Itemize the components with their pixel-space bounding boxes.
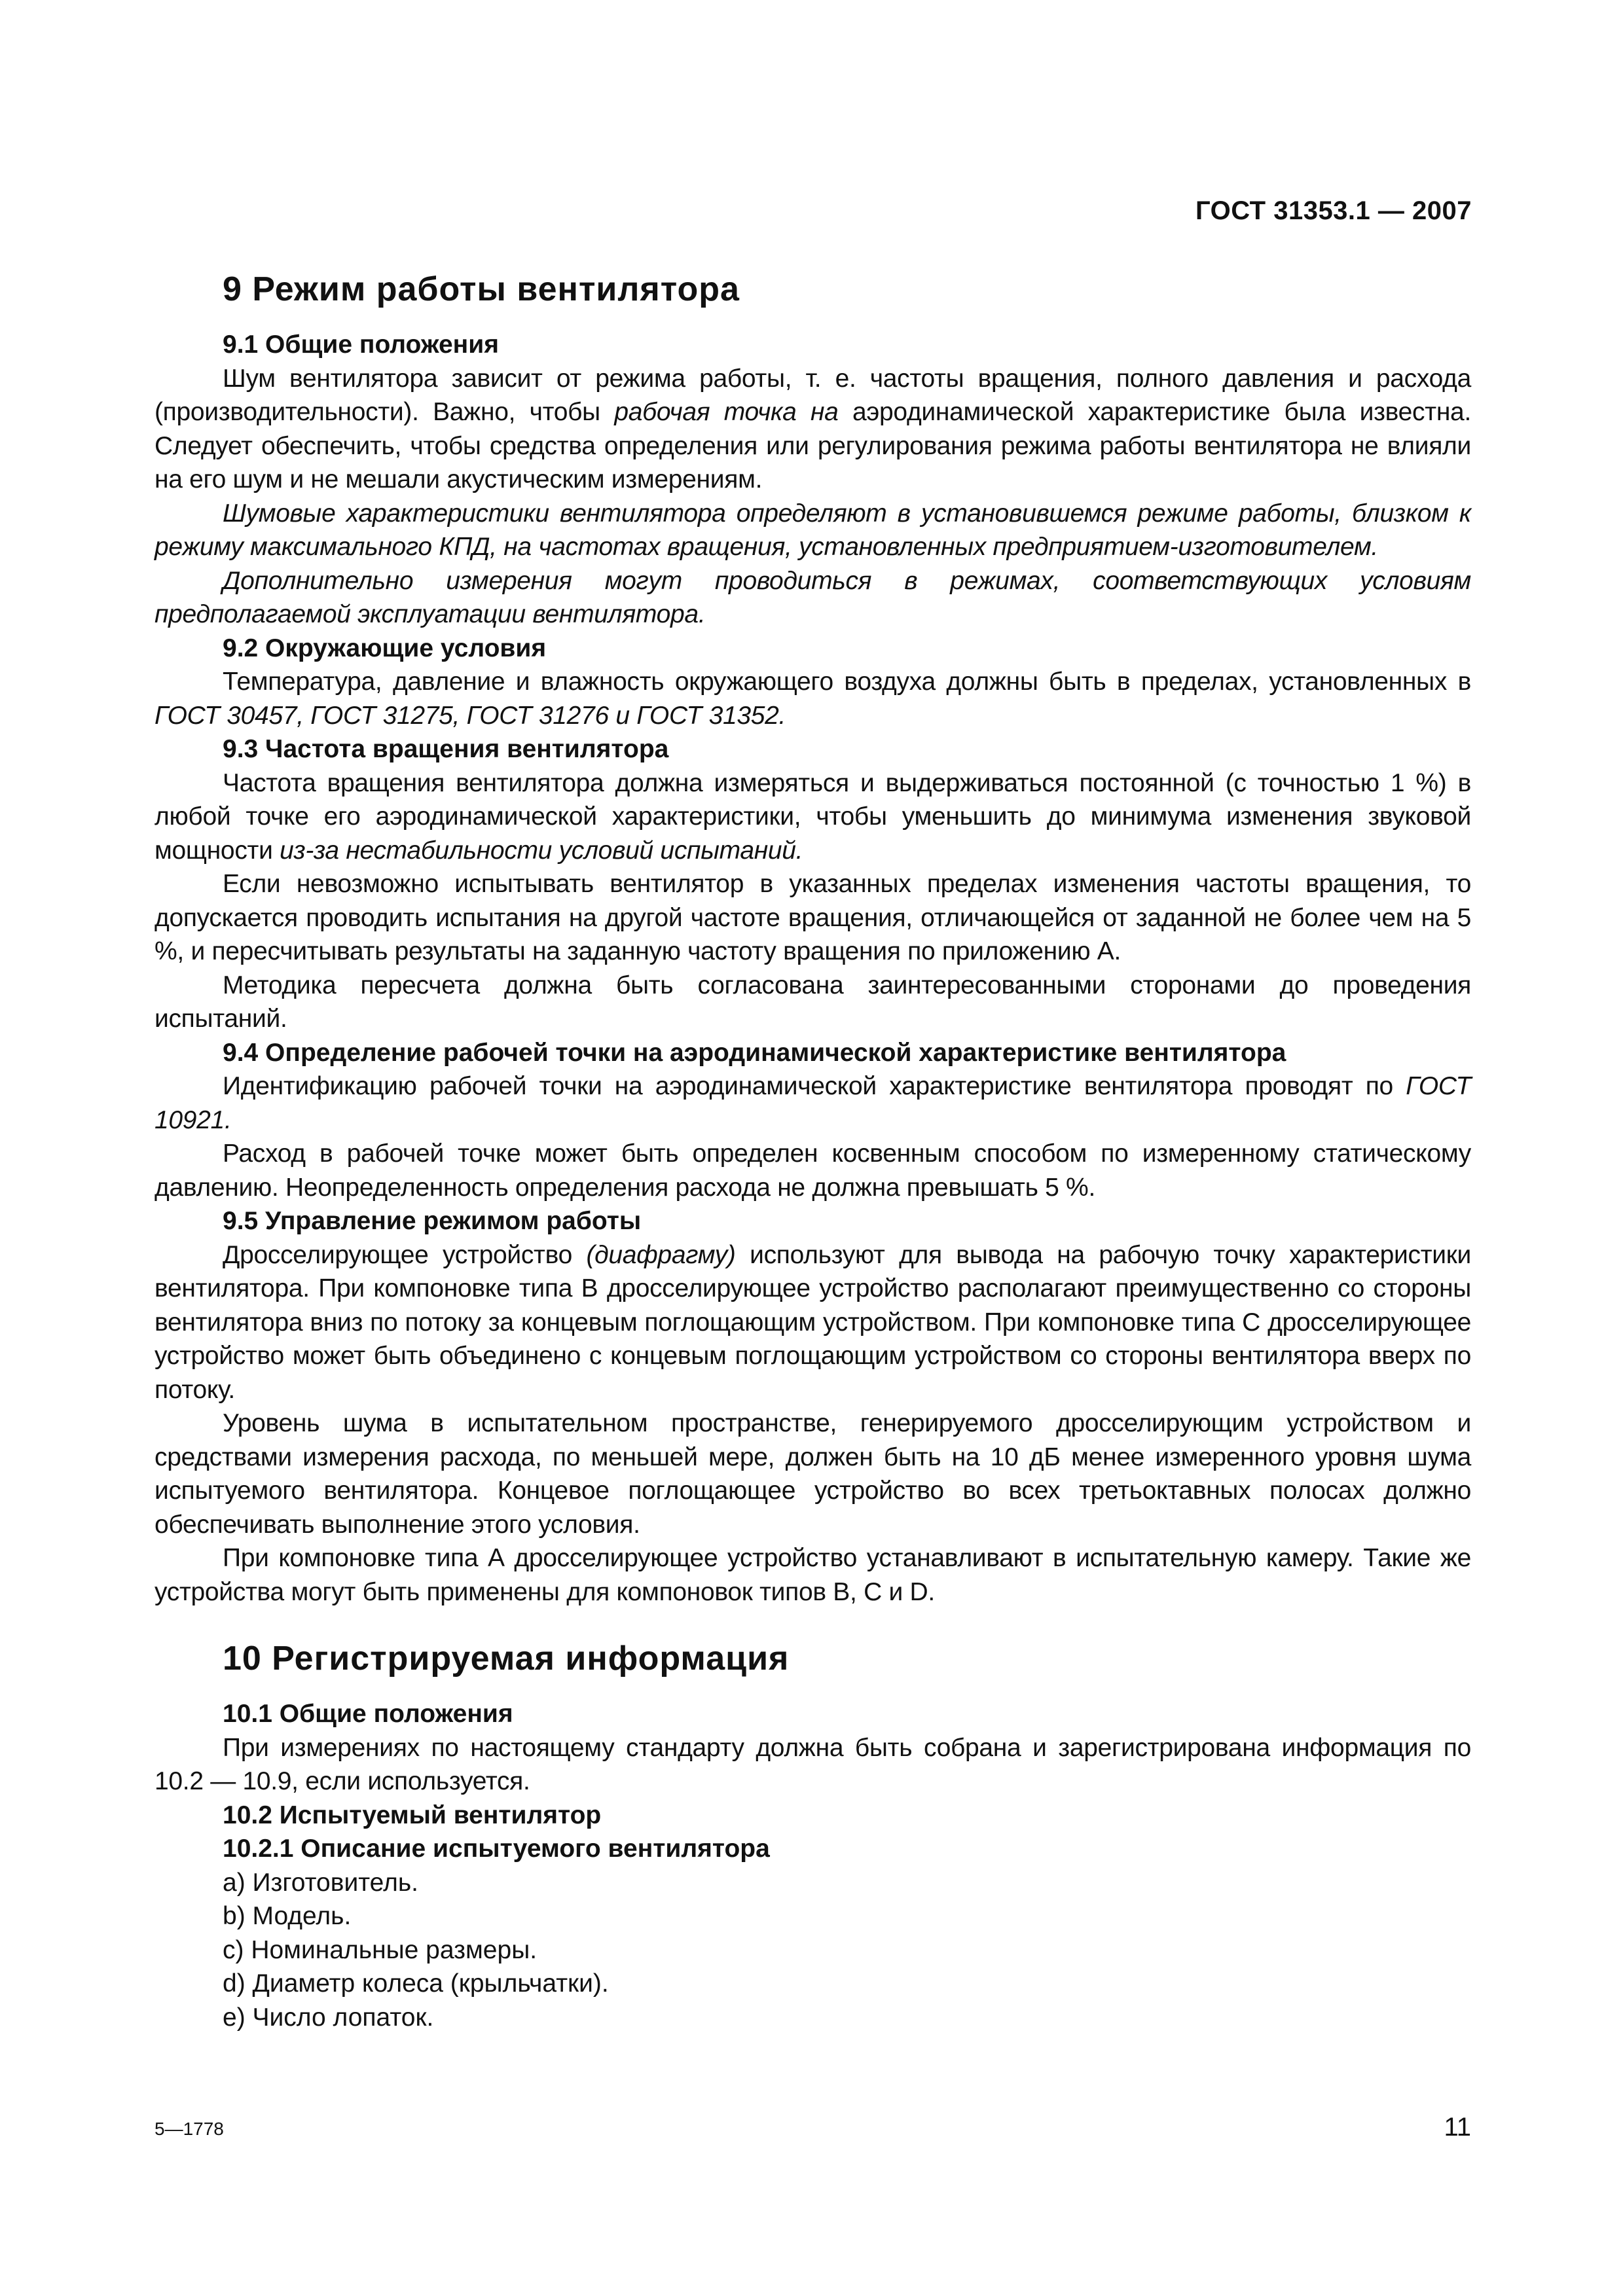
paragraph: Температура, давление и влажность окружающего воздуха должны быть в пределах, установленных в ГОСТ 30457, ГОСТ 31275, ГОСТ 31276 и ГОСТ 31352. bbox=[155, 668, 1471, 730]
paragraph: Дросселирующее устройство (диафрагму) используют для вывода на рабочую точку характеристики вентилятора. При компоновке типа В дросселирующее устройство располагают преимущественно со стороны вентилятора вниз по потоку за концевым поглощающим устройством. При компоновке типа С дросселирующее устройство может быть объединено с концевым поглощающим устройством со стороны вентилятора вверх по потоку. bbox=[155, 1240, 1471, 1404]
print-order-code: 5—1778 bbox=[155, 2119, 224, 2139]
document-code: ГОСТ 31353.1 — 2007 bbox=[1195, 196, 1472, 225]
subsection-10-2-title: 10.2 Испытуемый вентилятор bbox=[223, 1801, 602, 1829]
paragraph: Идентификацию рабочей точки на аэродинамической характеристике вентилятора проводят по ГОСТ 10921. bbox=[155, 1072, 1471, 1134]
paragraph: Методика пересчета должна быть согласована заинтересованными сторонами до проведения испытаний. bbox=[155, 971, 1471, 1033]
paragraph: Шум вентилятора зависит от режима работы, т. е. частоты вращения, полного давления и расхода (производительности). Важно, чтобы рабочая точка на аэродинамической характеристике была известна. Следует обеспечить, чтобы средства определения или регулирования режима работы вентилятора не влияли на его шум и не мешали акустическим измерениям. bbox=[155, 364, 1471, 493]
page-body bbox=[155, 268, 1471, 2034]
page-number: 11 bbox=[1444, 2113, 1471, 2142]
subsection-10-2-1-title: 10.2.1 Описание испытуемого вентилятора bbox=[223, 1835, 770, 1863]
subsection-9-1-title: 9.1 Общие положения bbox=[223, 331, 499, 359]
section-10-title: 10 Регистрируемая информация bbox=[223, 1640, 790, 1677]
paragraph: Дополнительно измерения могут проводиться в режимах, соответствующих условиям предполагаемой эксплуатации вентилятора. bbox=[155, 566, 1471, 628]
subsection-9-4-title: 9.4 Определение рабочей точки на аэродинамической характеристике вентилятора bbox=[223, 1038, 1286, 1067]
paragraph: При измерениях по настоящему стандарту должна быть собрана и зарегистрирована информация по 10.2 — 10.9, если используется. bbox=[155, 1733, 1471, 1795]
list-item: d) Диаметр колеса (крыльчатки). bbox=[223, 1969, 609, 1998]
paragraph: Шумовые характеристики вентилятора определяют в установившемся режиме работы, близком к режиму максимального КПД, на частотах вращения, установленных предприятием-изготовителем. bbox=[155, 499, 1471, 561]
section-9-title: 9 Режим работы вентилятора bbox=[223, 270, 740, 308]
subsection-9-5-title: 9.5 Управление режимом работы bbox=[223, 1207, 642, 1235]
paragraph: Если невозможно испытывать вентилятор в указанных пределах изменения частоты вращения, то допускается проводить испытания на другой частоте вращения, отличающейся от заданной не более чем на 5 %, и пересчитывать результаты на заданную частоту вращения по приложению А. bbox=[155, 870, 1471, 965]
paragraph: Уровень шума в испытательном пространстве, генерируемого дросселирующим устройством и средствами измерения расхода, по меньшей мере, должен быть на 10 дБ менее измеренного уровня шума испытуемого вентилятора. Концевое поглощающее устройство во всех третьоктавных полосах должно обеспечивать выполнение этого условия. bbox=[155, 1409, 1471, 1539]
subsection-9-3-title: 9.3 Частота вращения вентилятора bbox=[223, 735, 669, 763]
subsection-10-1-title: 10.1 Общие положения bbox=[223, 1700, 513, 1728]
list-item: а) Изготовитель. bbox=[223, 1868, 418, 1897]
paragraph: Частота вращения вентилятора должна измеряться и выдерживаться постоянной (с точностью 1 %) в любой точке его аэродинамической характеристики, чтобы уменьшить до минимума изменения звуковой мощности из-за нестабильности условий испытаний. bbox=[155, 768, 1471, 865]
paragraph: При компоновке типа А дросселирующее устройство устанавливают в испытательную камеру. Такие же устройства могут быть применены для компоновок типов В, С и D. bbox=[155, 1544, 1471, 1606]
subsection-9-2-title: 9.2 Окружающие условия bbox=[223, 634, 547, 662]
paragraph: Расход в рабочей точке может быть определен косвенным способом по измеренному статическому давлению. Неопределенность определения расхода не должна превышать 5 %. bbox=[155, 1139, 1471, 1202]
list-item: b) Модель. bbox=[223, 1902, 352, 1930]
list-item: е) Число лопаток. bbox=[223, 2003, 434, 2032]
list-item: с) Номинальные размеры. bbox=[223, 1935, 538, 1964]
